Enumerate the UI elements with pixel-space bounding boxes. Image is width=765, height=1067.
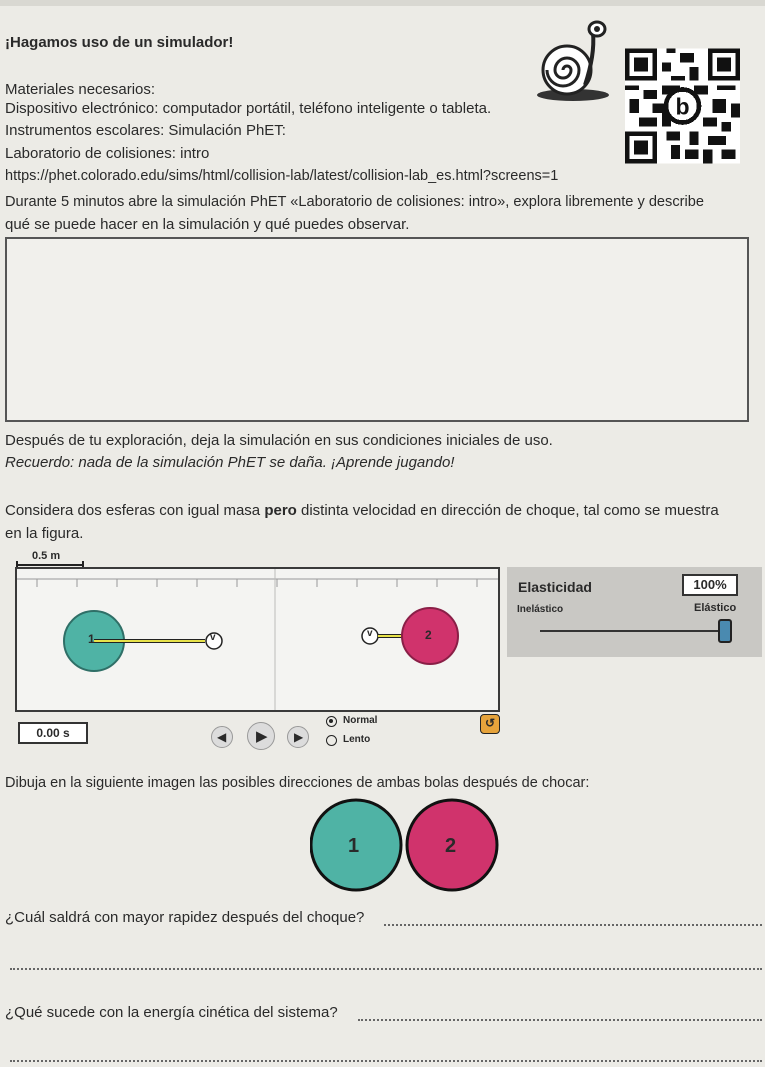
svg-text:b: b (675, 93, 690, 120)
device-line: Dispositivo electrónico: computador portátil, teléfono inteligente o tableta. (5, 100, 492, 117)
materials-heading: Materiales necesarios: (5, 81, 156, 98)
tools-line: Instrumentos escolares: Simulación PhET: (5, 122, 286, 139)
ball-1-sim-label: 1 (88, 632, 95, 646)
explore-instruction-line2: qué se puede hacer en la simulación y qué puedes observar. (5, 216, 410, 233)
consider-text-pre: Considera dos esferas con igual masa (5, 502, 265, 519)
ball-1-vector-label: v (210, 632, 216, 643)
speed-normal-label: Normal (343, 715, 378, 726)
speed-slow-radio[interactable] (326, 735, 337, 746)
consider-text-post: distinta velocidad en dirección de choque, tal como se muestra (296, 502, 719, 519)
answer-line-2a[interactable] (358, 1019, 762, 1021)
inelastic-label: Inelástico (517, 604, 564, 615)
elasticity-label: Elasticidad (518, 579, 592, 595)
reminder-line: Recuerdo: nada de la simulación PhET se daña. ¡Aprende jugando! (5, 454, 455, 471)
qr-code-icon (625, 48, 740, 164)
ball-2-sim-label: 2 (425, 628, 432, 642)
play-icon: ▶ (256, 728, 268, 745)
elasticity-value: 100% (682, 574, 738, 596)
simulation-url[interactable]: https://phet.colorado.edu/sims/html/collision-lab/latest/collision-lab_es.html?screens=1 (5, 168, 559, 184)
draw-instruction: Dibuja en la siguiente imagen las posibles direcciones de ambas bolas después de chocar: (5, 775, 590, 791)
reset-icon: ↺ (485, 716, 496, 730)
answer-line-2b[interactable] (10, 1060, 762, 1062)
ball-2-vector[interactable] (358, 605, 463, 667)
consider-text-bold: pero (264, 502, 297, 519)
answer-line-1b[interactable] (10, 968, 762, 970)
elasticity-slider-track[interactable] (540, 630, 725, 632)
consider-line2: en la figura. (5, 525, 84, 542)
radio-dot (329, 719, 333, 723)
speed-normal-radio[interactable] (326, 716, 337, 727)
time-display: 0.00 s (18, 722, 88, 744)
scale-label: 0.5 m (32, 550, 61, 562)
answer-line-1a[interactable] (384, 924, 762, 926)
page-top-edge (0, 0, 765, 6)
snail-mascot-icon (535, 15, 615, 105)
after-exploration-line: Después de tu exploración, deja la simulación en sus condiciones iniciales de uso. (5, 432, 553, 449)
step-forward-icon: ▶ (294, 730, 304, 744)
reset-button[interactable] (480, 714, 500, 734)
step-back-button[interactable] (211, 726, 233, 748)
speed-slow-label: Lento (343, 734, 371, 745)
question-1: ¿Cuál saldrá con mayor rapidez después del choque? (5, 909, 365, 926)
step-forward-button[interactable] (287, 726, 309, 748)
draw-balls[interactable] (310, 795, 500, 895)
draw-ball-1-label: 1 (348, 835, 360, 857)
elasticity-slider-thumb[interactable] (718, 619, 732, 643)
ball-2-vector-label: v (367, 628, 373, 639)
draw-ball-2-label: 2 (445, 835, 457, 857)
elastic-label: Elástico (694, 602, 737, 614)
explore-instruction-line1: Durante 5 minutos abre la simulación PhET «Laboratorio de colisiones: intro», explora libremente y describe (5, 194, 704, 210)
ball-1-vector[interactable] (62, 610, 227, 672)
play-button[interactable] (247, 722, 275, 750)
section-title: ¡Hagamos uso de un simulador! (5, 34, 234, 51)
answer-box[interactable] (5, 237, 749, 422)
step-back-icon: ◀ (217, 730, 227, 744)
consider-line1 (5, 502, 719, 520)
question-2: ¿Qué sucede con la energía cinética del sistema? (5, 1004, 338, 1021)
lab-line: Laboratorio de colisiones: intro (5, 145, 210, 162)
